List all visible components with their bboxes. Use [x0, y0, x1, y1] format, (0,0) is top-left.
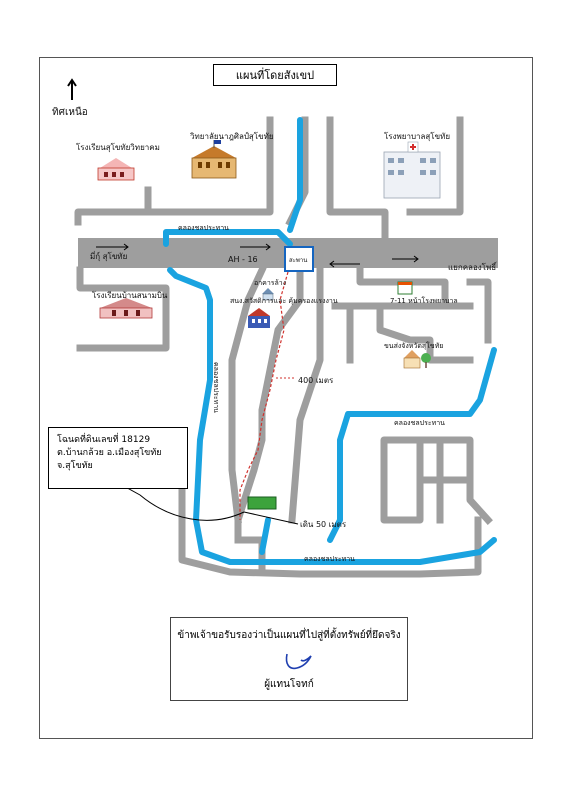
certification-role: ผู้แทนโจทก์ — [264, 679, 314, 690]
highway-label: AH - 16 — [228, 255, 258, 264]
shop-label: อาคารล้าง — [254, 279, 287, 287]
transport-label: ขนส่งจังหวัดสุโขทัย — [384, 342, 444, 350]
canal-bottom-label: คลองชลประทาน — [304, 555, 355, 563]
deed-line-2: ต.บ้านกล้วย อ.เมืองสุโขทัย — [57, 448, 162, 458]
north-label: ทิศเหนือ — [52, 107, 88, 118]
welfare-office-label — [230, 297, 338, 305]
road-right-edge — [470, 282, 488, 340]
seven-eleven-icon — [398, 282, 412, 294]
land-plot-marker — [248, 497, 276, 509]
road-bottom-link — [238, 540, 262, 572]
hospital-label: โรงพยาบาลสุโขทัย — [384, 132, 451, 141]
school-top-left-label: โรงเรียนสุโขทัยวิทยาคม — [76, 143, 160, 152]
deed-info-box — [48, 427, 188, 489]
certification-text: ข้าพเจ้าขอรับรองว่าเป็นแผนที่ไปสู่ที่ตั้งทรัพย์ที่ยึดจริง — [177, 630, 401, 641]
school-top-left-icon — [98, 158, 134, 180]
road-lower-right-grid — [384, 440, 488, 520]
college-icon — [192, 140, 236, 178]
college-label: วิทยาลัยนาฎศิลป์สุโขทัย — [190, 132, 274, 141]
hospital-icon — [384, 142, 440, 198]
deed-line-3: จ.สุโขทัย — [57, 461, 93, 471]
map-title: แผนที่โดยสังเขป — [213, 64, 337, 86]
road-right-grid-4 — [380, 306, 470, 360]
road-to-east-label: แยกคลองโพธิ์ — [448, 263, 497, 272]
road-to-west-label: มี่กุ์ สุโขทัย — [90, 252, 128, 261]
certification-box — [170, 617, 408, 701]
canal-right-label: คลองชลประทาน — [394, 419, 445, 427]
welfare-office-icon — [248, 308, 270, 328]
school-left-label: โรงเรียนบ้านสนามบิน — [92, 291, 168, 300]
bridge-label: สะพาน — [289, 257, 308, 264]
seven-eleven-label: 7-11 หน้าโรงพยาบาล — [390, 297, 458, 305]
canal-top-label: คลองชลประทาน — [178, 224, 229, 232]
road-top-right — [330, 120, 385, 240]
school-left-icon — [100, 298, 152, 318]
north-arrow-icon — [68, 80, 76, 100]
canal-bottom-left — [262, 520, 268, 552]
walk-distance-label: เดิน 50 เมตร — [300, 520, 347, 529]
route-distance-label: 400 เมตร — [298, 376, 334, 385]
canal-vertical-label: คลองชลประทาน — [212, 362, 220, 413]
deed-line-1: โฉนดที่ดินเลขที่ 18129 — [57, 435, 151, 445]
welfare-office-label-text: สนง.สวัสดิการและ คุ้มครองแรงงาน — [230, 297, 338, 305]
signature-mark — [281, 650, 321, 674]
